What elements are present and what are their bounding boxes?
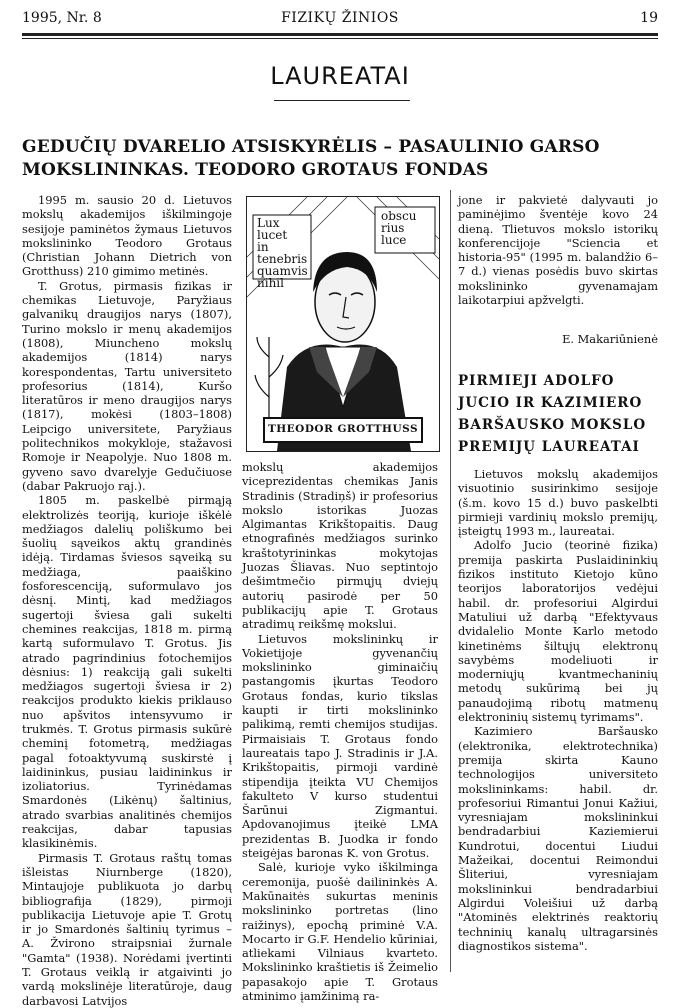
journal-title: FIZIKŲ ŽINIOS [281,10,399,26]
motto-word: nihil [257,276,284,290]
motto-word: tenebris [257,252,308,266]
section-title: LAUREATAI [270,62,410,90]
portrait-caption: THEODOR GROTTHUSS [263,417,423,443]
article-column-3 [458,193,658,323]
paragraph: Adolfo Jucio (teorinė fizika) premija paskirta Puslaidininkių fizikos instituto Kietojo kūno teorijos laboratorijos vedėjui habil. dr. profesoriui Algirdui Matuliui už darbą "Efektyvaus dvidalelio Monte Karlo metodo kinetinėms šiltųjų elektronų savybėms modeliuoti ir moderniųjų kvantmechaninių metodų sukūrimą bei jų panaudojimą ribotų matmenų elektroninių sistemų tyrimams". [458,538,658,725]
header-rule [22,33,658,36]
motto-word: Lux [257,216,280,230]
section-title-rule [274,100,410,101]
running-header [22,10,658,32]
motto-scroll-left [257,217,308,289]
issue-number: 1995, Nr. 8 [22,10,102,26]
paragraph: Salė, kurioje vyko iškilmingа ceremonija, puošė dailininkės A. Makūnaitės sukurtas meninis mokslininko portretas (lino raižinys), epochą priminė V.A. Mocarto ir G.F. Hendelio kūriniai, atliekami Vilniaus kvarteto. Mokslininko kraštietis iš Žeimelio papasakojo apie T. Grotaus atminimo įamžinimą ra- [242,860,438,1003]
paragraph: mokslų akademijos viceprezidentas chemikas Janis Stradinis (Stradiņš) ir profesorius mokslo istorikas Juozas Algimantas Krikštopaitis. Daug etnografinės medžiagos surinko kraštotyrininkas mokytojas Juozas Šliavas. Nuo septintojo dešimtmečio pirmųjų dviejų autorių pasirodė per 50 publikacijų apie T. Grotaus atradimų reikšmę mokslui. [242,460,438,632]
motto-word: rius [381,221,405,235]
column-divider [450,190,451,972]
paragraph: jone ir pakvietė dalyvauti jo paminėjimo šventėje kovo 24 dieną. Tlietuvos mokslo istorikų konferencijoje "Sciencia et historia-95" (1995 m. balandžio 6–7 d.) vienas posėdis buvo skirtas mokslininko gyvenamajam laikotarpiui apžvelgti. [458,193,658,308]
header-rule-thin [22,38,658,39]
paragraph: 1805 m. paskelbė pirmąją elektrolizės teoriją, kurioje iškėlė medžiagos dalelių poliškumo bei šuolių sąveikos aktų grandinės idėją. Tirdamas šviesos sąveiką su medžiaga, paaiškino fosforescenciją, suformulavo jos dėsnį. Mintį, kad medžiagos sugertoji šviesa gali sukelti chemines reakcijas, 1818 m. pirmą kartą suformulavo T. Grotus. Jis atrado pagrindinius fotochemijos dėsnius: 1) reakciją gali sukelti medžiagos sugertoji šviesa ir 2) reakcijos produkto kiekis priklauso nuo apšvitos intensyvumo ir trukmės. T. Grotus pirmasis sukūrė cheminį fotometrą, medžiagas pagal fotoaktyvumą suskirstė į laidininkus, pusiau laidininkus ir izoliatorius. Tyrinėdamas Smardonės (Likėnų) šaltinius, atrado svarbias analitinės chemijos reakcijas, dabar tapusias klasikinėmis. [22,493,232,851]
motto-word: obscu [381,209,417,223]
motto-word: in [257,240,269,254]
paragraph: 1995 m. sausio 20 d. Lietuvos mokslų akademijos iškilmingoje sesijoje paminėtos žymaus Lietuvos mokslininko Teodoro Grotaus (Christian Johann Dietrich von Grotthuss) 210 gimimo metinės. [22,193,232,279]
article2-title: PIRMIEJI ADOLFO JUCIO IR KAZIMIERO BARŠAUSKO MOKSLO PREMIJŲ LAUREATAI [458,373,647,455]
paragraph: Pirmasis T. Grotaus raštų tomas išleistas Niurnberge (1820), Mintaujoje publikuota jo darbų bibliografija (1829), pirmoji publikacija Lietuvoje apie T. Grotų ir jo Smardonės šaltinių tyrimus – A. Žvirono straipsniai žurnale "Gamta" (1938). Norėdami įvertinti T. Grotaus veiklą ir atgaivinti jo vardą mokslinėje literatūroje, daug darbavosi Latvijos [22,850,232,1008]
article-column-2 [242,460,438,1003]
page-number: 19 [640,10,658,26]
author-signature: E. Makariūnienė [562,332,658,346]
paragraph: Kazimiero Baršausko (elektronika, elektrotechnika) premija skirta Kauno technologijos universiteto mokslininkams: habil. dr. profesoriui Rimantui Jonui Kažiui, vyresniajam mokslininkui bendradarbiui Kaziemierui Kundrotui, docentui Liudui Mažeikai, docentui Reimondui Šliteriui, vyresniajam mokslininkui bendradarbiui Algirdui Voleišiui už darbą "Atominės elektrinės reaktorių techninių kanalų ultragarsinės diagnostikos sistema". [458,724,658,953]
motto-scroll-right [381,210,417,246]
article-column-1 [22,193,232,1008]
motto-word: quamvis [257,264,308,278]
motto-word: lucet [257,228,288,242]
article-title: GEDUČIŲ DVARELIO ATSISKYRĖLIS – PASAULINIO GARSO MOKSLININKAS. TEODORO GROTAUS FONDAS [22,137,600,180]
article2-column [458,467,658,977]
paragraph: T. Grotus, pirmasis fizikas ir chemikas Lietuvoje, Paryžiaus galvanikų draugijos narys (1807), Turino mokslo ir menų akademijos (1808), Miuncheno mokslų akademijos (1814) narys korespondentas, Tartu universiteto profesorius (1814), Kuršo literatūros ir meno draugijos narys (1817), mokėsi (1803–1808) Leipcigo universitete, Paryžiaus politechnikos mokykloje, stažavosi Romoje ir Neapolyje. Nuo 1808 m. gyveno savo dvarelyje Gedučiuose (dabar Pakruojo raj.). [22,278,232,493]
motto-word: luce [381,233,407,247]
paragraph: Lietuvos mokslininkų ir Vokietijoje gyvenančių mokslininko giminaičių pastangomis įkurtas Teodoro Grotaus fondas, kurio tikslas kaupti ir tirti mokslininko palikimą, remti chemijos studijas. Pirmaisiais T. Grotaus fondo laureatais tapo J. Stradinis ir J.A. Krikštopaitis, pirmoji vardinė stipendija įteikta VU Chemijos fakulteto V kurso studentui Šarūnui Zigmantui. Apdovanojimus įteikė LMA prezidentas B. Juodka ir fondo steigėjas baronas K. von Grotus. [242,631,438,861]
paragraph: Lietuvos mokslų akademijos visuotinio susirinkimo sesijoje (š.m. kovo 15 d.) buvo paskelbti pirmieji vardinių mokslo premijų, įsteigtų 1993 m., laureatai. [458,467,658,539]
grotthuss-portrait [246,196,440,452]
